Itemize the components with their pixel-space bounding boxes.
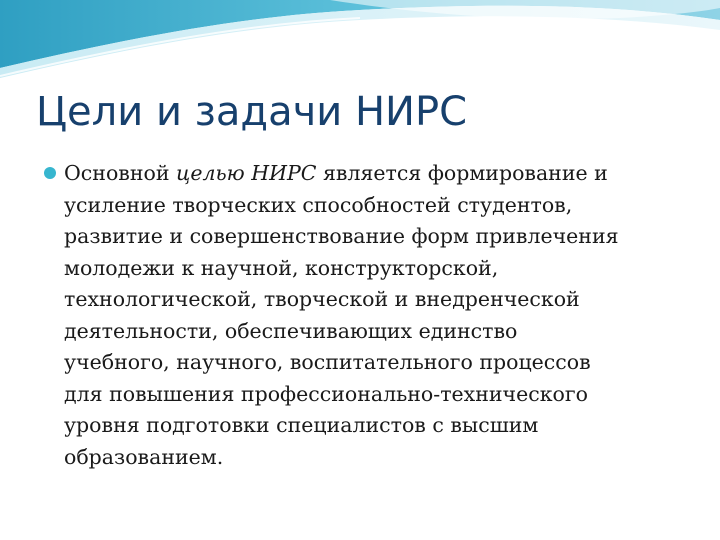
bullet-line: усиление творческих способностей студентов, [64,192,573,217]
bullet-line: уровня подготовки специалистов с высшим [64,413,539,437]
bullet-line: молодежи к научной, конструкторской, [64,255,499,280]
slide-title: Цели и задачи НИРС [36,89,467,135]
header-wave-decoration [0,0,720,80]
bullet-text [64,158,682,473]
bullet-line: Основной целью НИРС является формирование и [64,161,608,185]
bullet-line: учебного, научного, воспитательного процессов [64,350,591,374]
bullet-line: образованием. [64,444,224,469]
bullet-line: для повышения профессионально-технического [64,381,588,406]
bullet-list [42,158,682,473]
bullet-dot-icon [44,167,56,179]
bullet-line: деятельности, обеспечивающих единство [64,318,518,343]
bullet-line: технологической, творческой и внедренческой [64,287,580,311]
emphasis-text: целью НИРС [176,161,317,185]
bullet-line: развитие и совершенствование форм привлечения [64,224,619,248]
list-item [42,158,682,473]
